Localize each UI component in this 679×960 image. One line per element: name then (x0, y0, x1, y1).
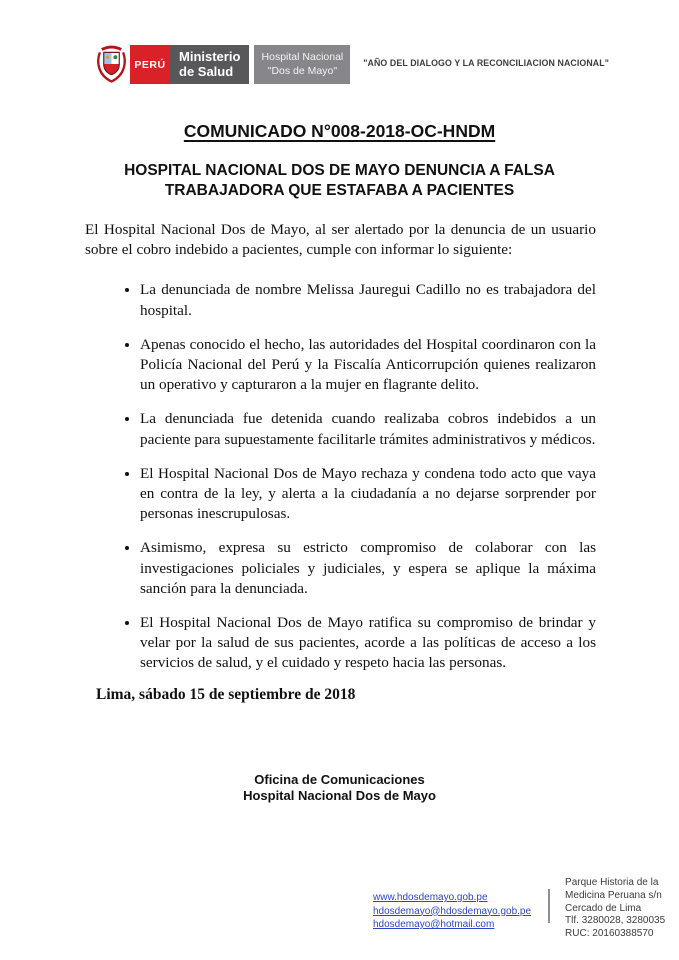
hospital-block (254, 45, 350, 84)
signature-block (0, 772, 679, 804)
bullet-item: • El Hospital Nacional Dos de Mayo ratifica su compromiso de brindar y velar por la salud de sus pacientes, acorde a las políticas de acceso a los servicios de salud, y el cuidado y respeto hacia las personas. (140, 613, 596, 674)
peru-brand-block (130, 45, 170, 84)
address-line: RUC: 20160388570 (565, 928, 654, 940)
address-line: Cercado de Lima (565, 902, 642, 914)
address-line: Parque Historia de la (565, 877, 659, 888)
signature-office: Oficina de Comunicaciones (254, 772, 425, 787)
peru-coat-of-arms-icon (95, 43, 128, 87)
bullet-item: • Apenas conocido el hecho, las autoridades del Hospital coordinaron con la Policía Nacional del Perú y la Fiscalía Anticorrupción quienes realizaron un operativo y capturaron a la mujer en flagrante delito. (140, 335, 596, 396)
bullet-item: • La denunciada fue detenida cuando realizaba cobros indebidos a un paciente para supuestamente facilitarle trámites administrativos y médicos. (140, 409, 596, 449)
signature-hospital: Hospital Nacional Dos de Mayo (243, 788, 436, 803)
letterhead (95, 45, 609, 84)
hospital-line1: Hospital Nacional (261, 50, 344, 63)
email-link-hotmail[interactable]: hdosdemayo@hotmail.com (373, 919, 495, 930)
year-slogan: "AÑO DEL DIALOGO Y LA RECONCILIACION NACIONAL" (363, 58, 609, 68)
ministry-block (170, 45, 249, 84)
comunicado-subtitle: HOSPITAL NACIONAL DOS DE MAYO DENUNCIA A FALSA TRABAJADORA QUE ESTAFABA A PACIENTES (124, 162, 555, 199)
peru-label: PERÚ (134, 58, 166, 71)
website-link[interactable]: www.hdosdemayo.gob.pe (373, 892, 488, 903)
address-line: Tlf. 3280028, 3280035 (565, 915, 666, 927)
date-line: Lima, sábado 15 de septiembre de 2018 (96, 685, 356, 703)
bullet-item: • El Hospital Nacional Dos de Mayo rechaza y condena todo acto que vaya en contra de la ley, y alerta a la ciudadanía a no dejarse sorprender por personas inescrupulosas. (140, 464, 596, 525)
footer-address (565, 877, 665, 941)
address-line: Medicina Peruana s/n (565, 889, 662, 901)
footer (373, 877, 665, 941)
document-body (85, 220, 596, 705)
hospital-line2: "Dos de Mayo" (267, 64, 338, 77)
comunicado-title: COMUNICADO N°008-2018-OC-HNDM (183, 121, 496, 141)
footer-divider (548, 889, 550, 923)
bullet-item: • La denunciada de nombre Melissa Jauregui Cadillo no es trabajadora del hospital. (140, 280, 596, 320)
ministry-line1: Ministerio (179, 48, 241, 64)
email-link-institutional[interactable]: hdosdemayo@hdosdemayo.gob.pe (373, 905, 532, 917)
bullet-item: • Asimismo, expresa su estricto compromiso de colaborar con las investigaciones policiales y judiciales, y espera se aplique la máxima sanción para la denunciada. (140, 538, 596, 599)
bullet-list (85, 280, 596, 673)
intro-paragraph: El Hospital Nacional Dos de Mayo, al ser alertado por la denuncia de un usuario sobre el cobro indebido a pacientes, cumple con informar lo siguiente: (85, 221, 596, 259)
footer-links (373, 891, 531, 932)
ministry-line2: de Salud (179, 63, 234, 79)
minsa-hospital-logo (95, 45, 350, 84)
